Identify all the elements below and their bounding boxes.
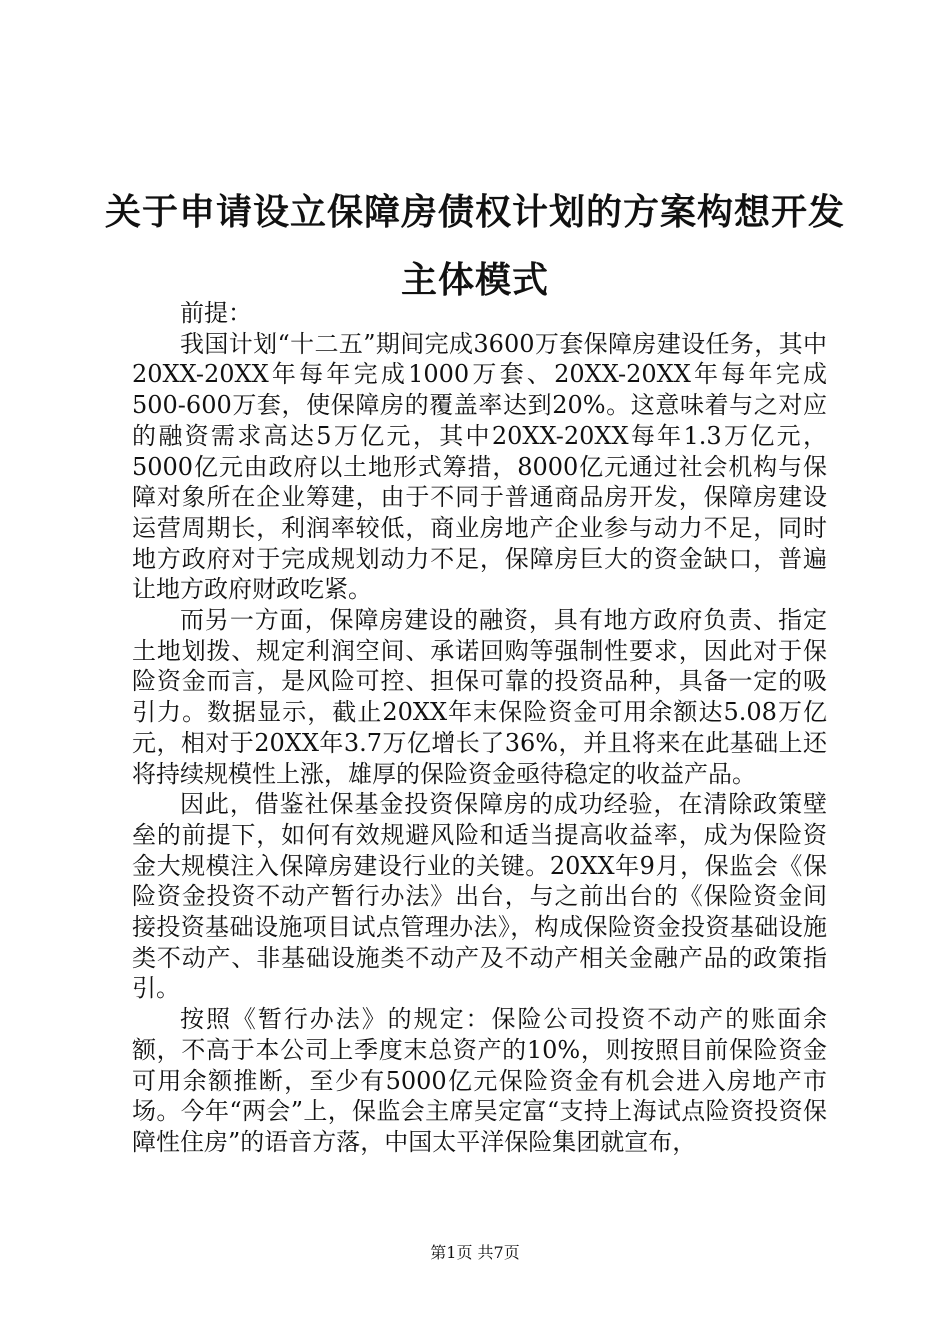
paragraph-premise: 前提： (180, 299, 252, 327)
paragraph-financing-demand: 我国计划“十二五”期间完成3600万套保障房建设任务，其中20XX-20XX年每年完成1000万套、20XX-20XX年每年完成500-600万套，使保障房的覆盖率达到20%。这意味着与之对应的融资需求高达5万亿元，其中20XX-20XX每年1.3万亿元，5000亿元由政府以土地形式筹措，8000亿元通过社会机构与保障对象所在企业筹建，由于不同于普通商品房开发，保障房建设运营周期长，利润率较低，商业房地产企业参与动力不足，同时地方政府对于完成规划动力不足，保障房巨大的资金缺口，普遍让地方政府财政吃紧。 (132, 329, 827, 604)
paragraph-policy-guidance: 因此，借鉴社保基金投资保障房的成功经验，在清除政策壁垒的前提下，如何有效规避风险和适当提高收益率，成为保险资金大规模注入保障房建设行业的关键。20XX年9月，保监会《保险资金投资不动产暂行办法》出台，与之前出台的《保险资金间接投资基础设施项目试点管理办法》，构成保险资金投资基础设施类不动产、非基础设施类不动产及不动产相关金融产品的政策指引。 (132, 790, 827, 1003)
paragraph-interim-measures: 按照《暂行办法》的规定：保险公司投资不动产的账面余额，不高于本公司上季度末总资产的10%，则按照目前保险资金可用余额推断，至少有5000亿元保险资金有机会进入房地产市场。今年“两会”上，保监会主席吴定富“支持上海试点险资投资保障性住房”的语音方落，中国太平洋保险集团就宣布， (132, 1005, 827, 1156)
page-number-footer: 第1页 共7页 (430, 1243, 520, 1262)
document-body (132, 298, 827, 1158)
paragraph-insurance-appeal: 而另一方面，保障房建设的融资，具有地方政府负责、指定土地划拨、规定利润空间、承诺回购等强制性要求，因此对于保险资金而言，是风险可控、担保可靠的投资品种，具备一定的吸引力。数据显示，截止20XX年末保险资金可用余额达5.08万亿元，相对于20XX年3.7万亿增长了36%，并且将来在此基础上还将持续规模性上涨，雄厚的保险资金亟待稳定的收益产品。 (132, 606, 827, 788)
document-title: 关于申请设立保障房债权计划的方案构想开发主体模式 (104, 191, 845, 301)
